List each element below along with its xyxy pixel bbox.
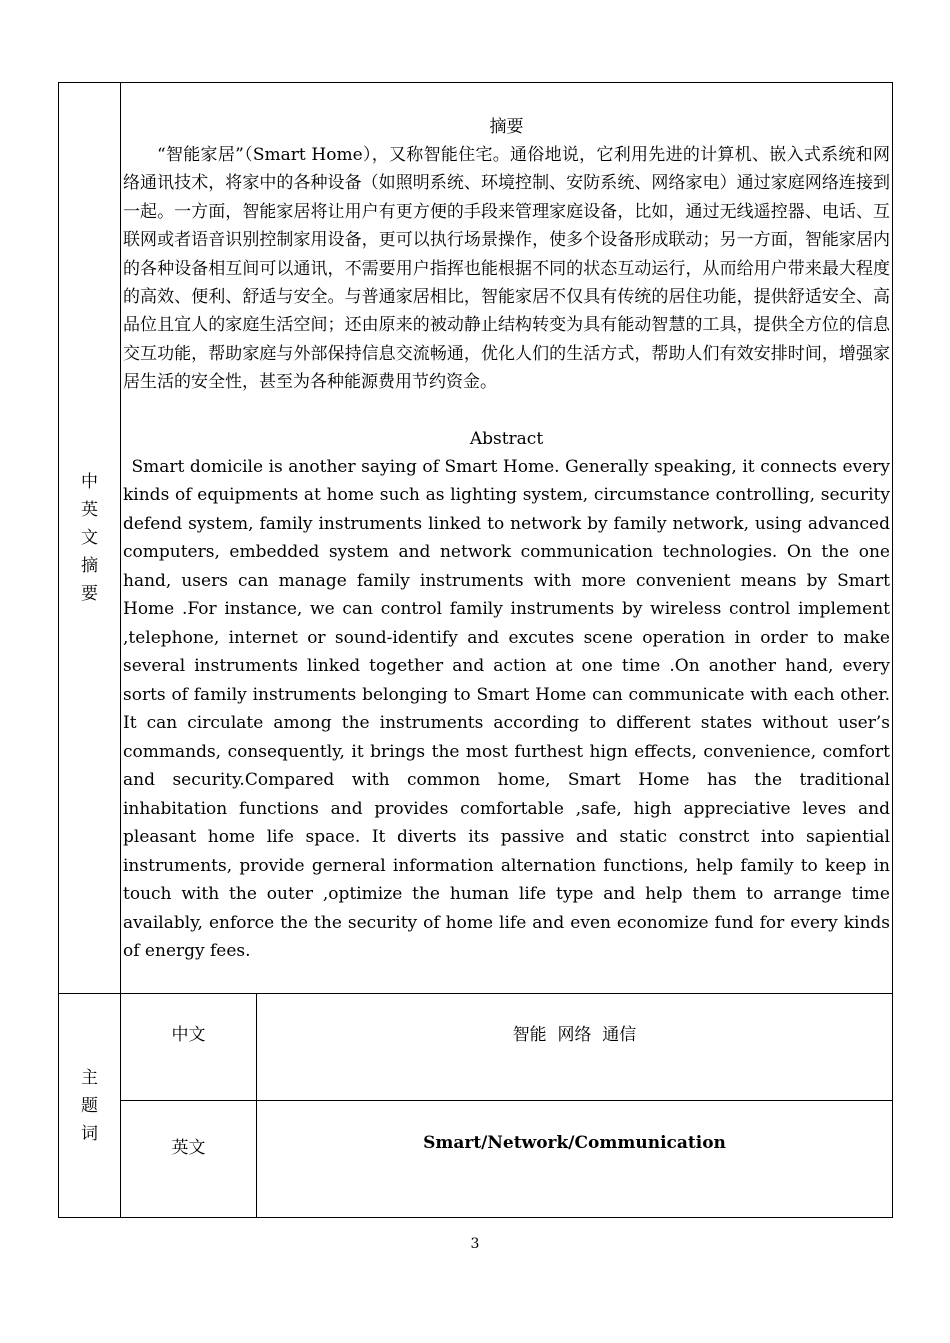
keywords-cn-value-text: 智能 网络 通信 <box>512 1025 637 1045</box>
en-abstract-heading: Abstract <box>469 428 544 449</box>
keywords-cn-row <box>59 994 893 1101</box>
abstract-side-char: 英 <box>81 500 98 520</box>
keywords-side-char: 词 <box>81 1123 98 1144</box>
page-number: 3 <box>470 1236 480 1252</box>
keywords-en-value: Smart/Network/Communication <box>257 1101 893 1218</box>
keywords-side-label <box>59 994 121 1218</box>
abstract-row <box>59 83 893 994</box>
abstract-side-char: 中 <box>81 472 98 492</box>
cn-abstract-text: “智能家居”（Smart Home），又称智能住宅。通俗地说，它利用先进的计算机、嵌入式系统和网络通讯技术，将家中的各种设备（如照明系统、环境控制、安防系统、网络家电）通过家庭网络连接到一起。一方面，智能家居将让用户有更方便的手段来管理家庭设备，比如，通过无线遥控器、电话、互联网或者语音识别控制家用设备，更可以执行场景操作，使多个设备形成联动；另一方面，智能家居内的各种设备相互间可以通讯，不需要用户指挥也能根据不同的状态互动运行，从而给用户带来最大程度的高效、便利、舒适与安全。与普通家居相比，智能家居不仅具有传统的居住功能，提供舒适安全、高品位且宜人的家庭生活空间；还由原来的被动静止结构转变为具有能动智慧的工具，提供全方位的信息交互功能，帮助家庭与外部保持信息交流畅通，优化人们的生活方式，帮助人们有效安排时间，增强家居生活的安全性，甚至为各种能源费用节约资金。 <box>123 145 890 393</box>
keywords-side-char: 主 <box>81 1067 98 1088</box>
abstract-form-table <box>58 82 893 1218</box>
abstract-side-label <box>59 83 121 994</box>
keywords-side-char: 题 <box>81 1095 98 1116</box>
abstract-content-cell <box>121 83 893 994</box>
keywords-cn-label: 中文 <box>121 994 257 1101</box>
abstract-side-char: 文 <box>81 528 98 548</box>
keywords-cn-value <box>257 994 893 1101</box>
keywords-en-row <box>59 1101 893 1218</box>
abstract-side-char: 摘 <box>81 556 98 576</box>
abstract-side-char: 要 <box>81 584 98 604</box>
cn-abstract-heading: 摘要 <box>489 117 524 137</box>
keywords-en-label: 英文 <box>121 1101 257 1218</box>
en-abstract-text: Smart domicile is another saying of Smart Home. Generally speaking, it connects every kinds of equipments at home such as lighting system, circumstance controlling, security defend system, family instruments linked to network by family network, using advanced computers, embedded system and network communication technologies. On the one hand, users can manage family instruments with more convenient means by Smart Home .For instance, we can control family instruments by wireless control implement ,telephone, internet or sound-identify and excutes scene operation in order to make several instruments linked together and action at one time .On another hand, every sorts of family instruments belonging to Smart Home can communicate with each other. It can circulate among the instruments according to different states without user’s commands, consequently, it brings the most furthest hign effects, convenience, comfort and security.Compared with common home, Smart Home has the traditional inhabitation functions and provides comfortable ,safe, high appreciative leves and pleasant home life space. It diverts its passive and static constrct into sapiential instruments, provide gerneral information alternation functions, help family to keep in touch with the outer ,optimize the human life type and help them to arrange time availably, enforce the the security of home life and even economize fund for every kinds of energy fees. <box>123 456 890 962</box>
